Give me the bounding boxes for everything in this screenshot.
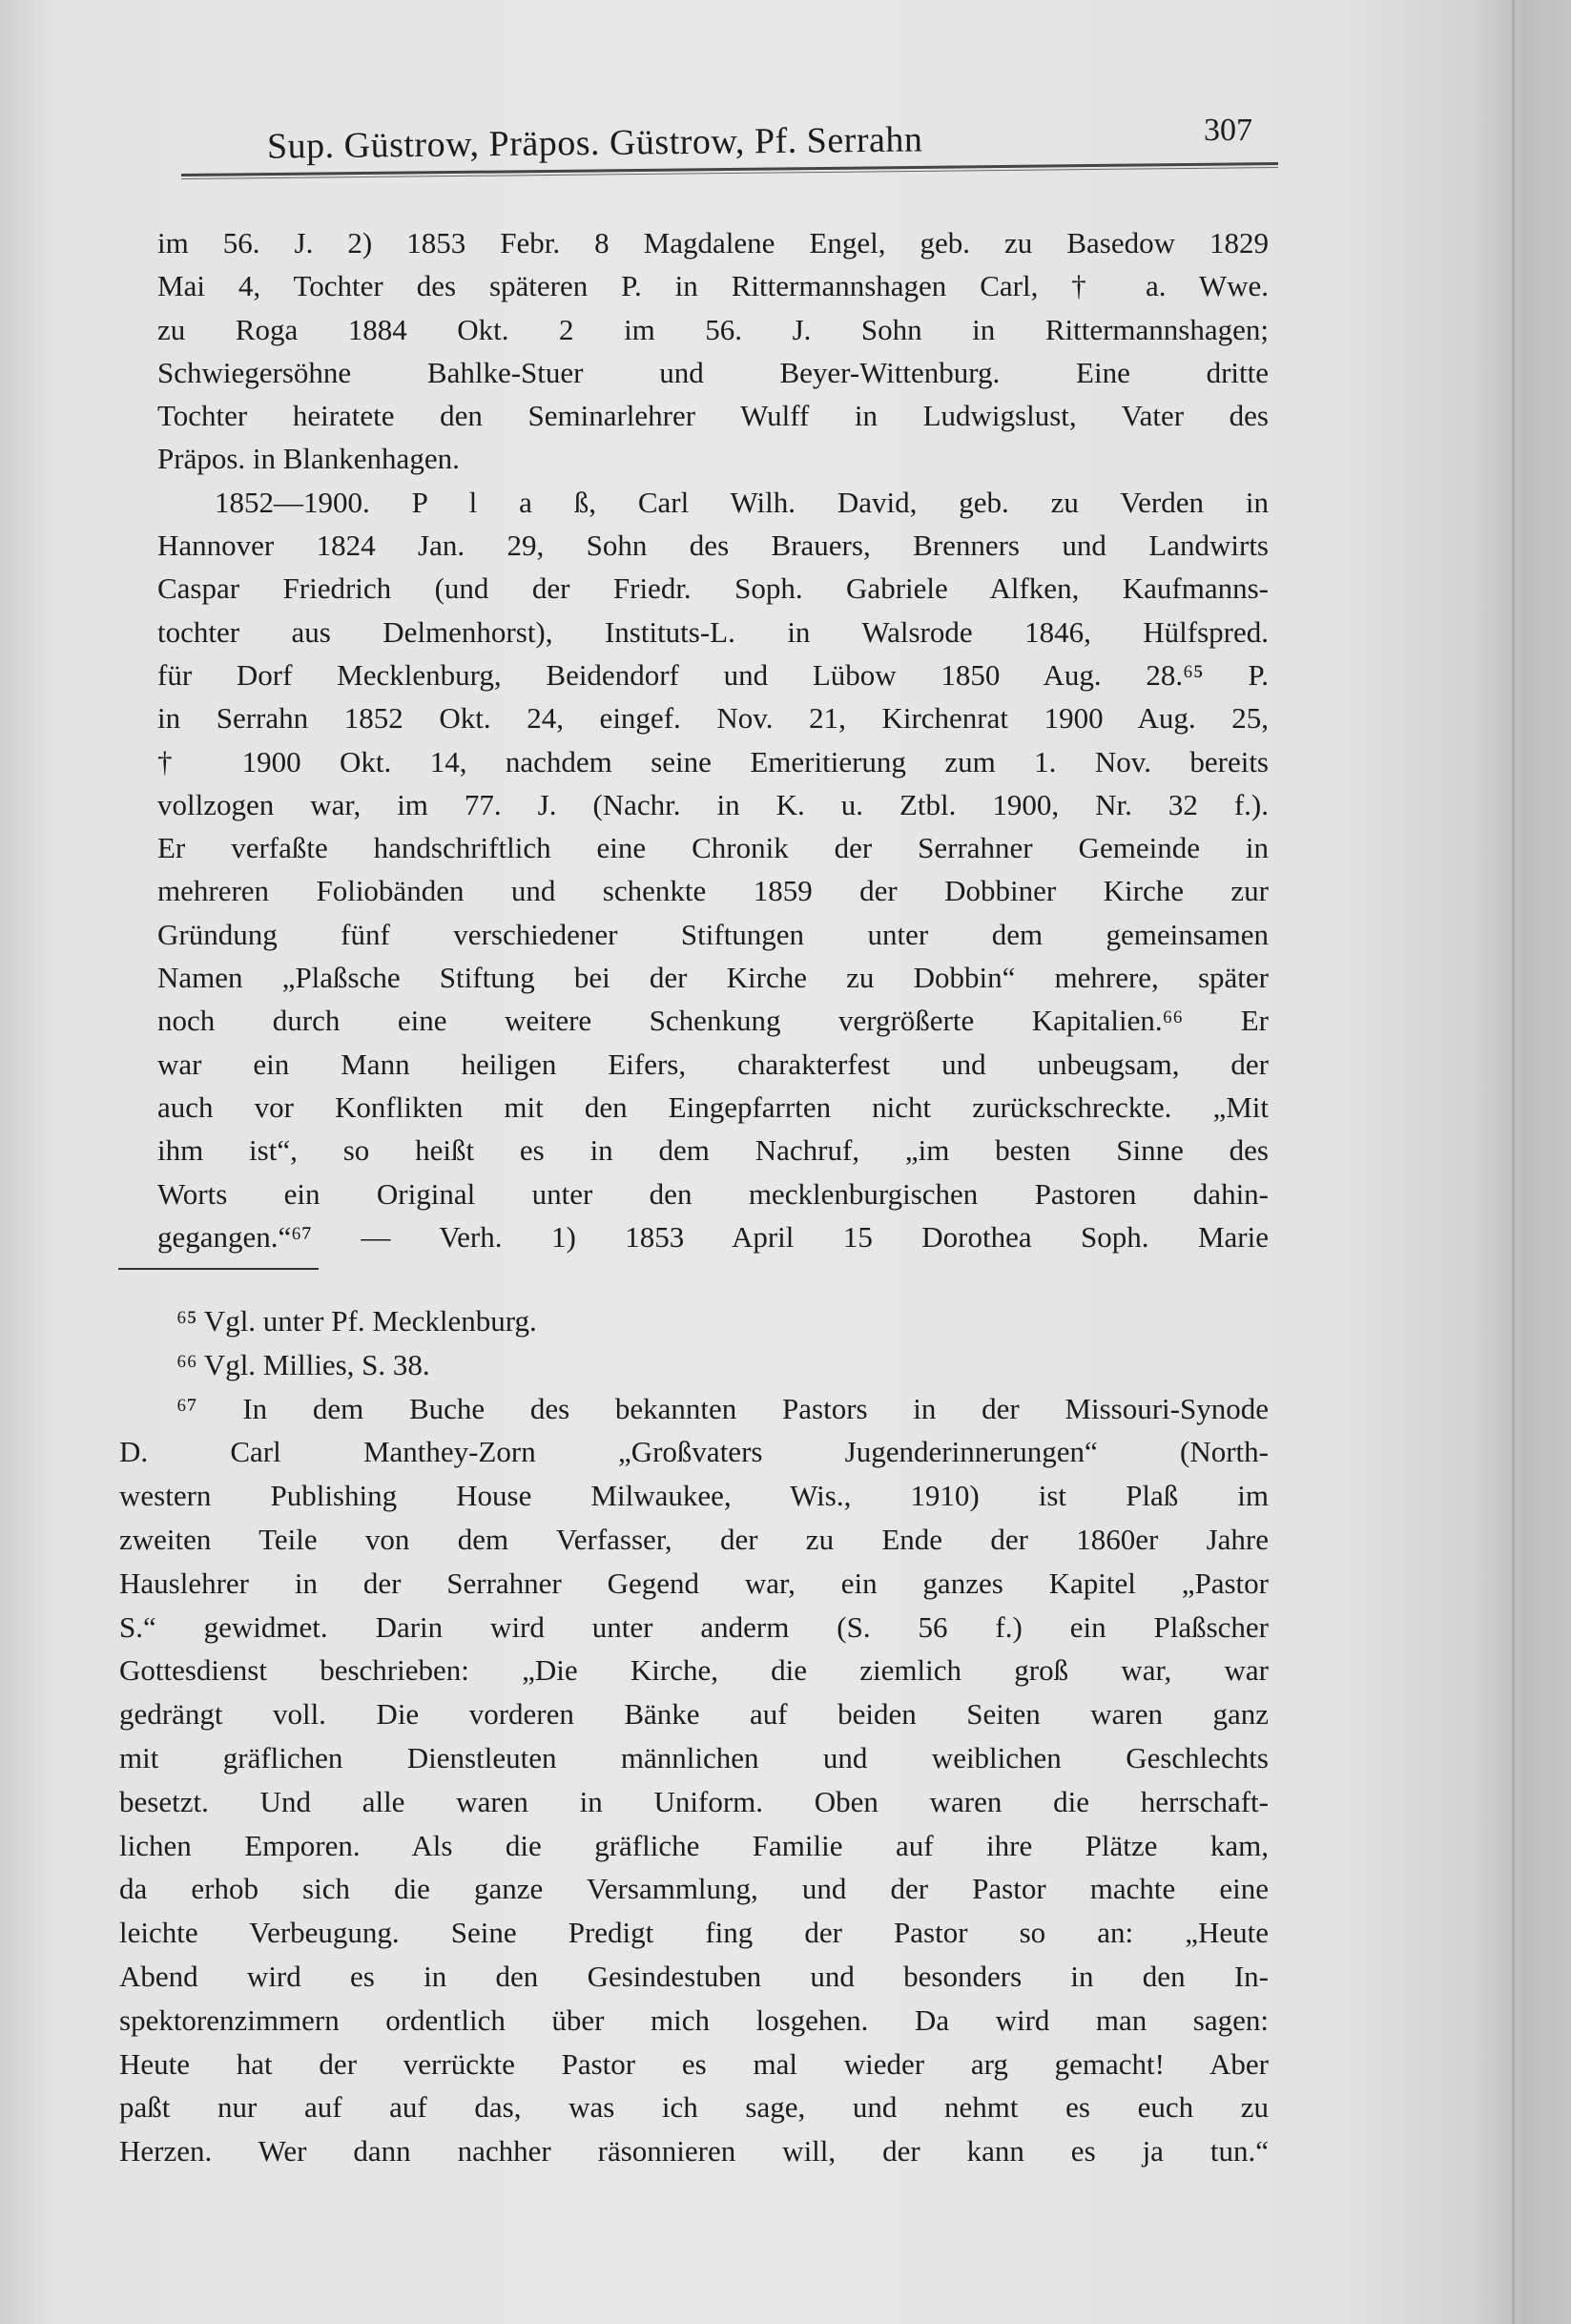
text-line: Caspar Friedrich (und der Friedr. Soph. Gabriele Alfken, Kaufmanns- bbox=[157, 571, 1269, 606]
running-header: Sup. Güstrow, Präpos. Güstrow, Pf. Serrahn bbox=[266, 119, 923, 167]
footnote-line: Hauslehrer in der Serrahner Gegend war, ein ganzes Kapitel „Pastor bbox=[119, 1566, 1269, 1600]
text-line: zu Roga 1884 Okt. 2 im 56. J. Sohn in Rittermannshagen; bbox=[157, 312, 1269, 346]
footnote-line: western Publishing House Milwaukee, Wis., 1910) ist Plaß im bbox=[119, 1479, 1269, 1513]
text-line: in Serrahn 1852 Okt. 24, eingef. Nov. 21, Kirchenrat 1900 Aug. 25, bbox=[157, 701, 1269, 736]
text-line: vollzogen war, im 77. J. (Nachr. in K. u. Ztbl. 1900, Nr. 32 f.). bbox=[157, 787, 1269, 821]
text-line: gegangen.“⁶⁷ — Verh. 1) 1853 April 15 Dorothea Soph. Marie bbox=[157, 1219, 1269, 1254]
footnote-line: mit gräflichen Dienstleuten männlichen und weiblichen Geschlechts bbox=[119, 1740, 1269, 1774]
text-line: tochter aus Delmenhorst), Instituts-L. in Walsrode 1846, Hülfspred. bbox=[157, 614, 1269, 649]
footnotes bbox=[119, 1299, 1269, 2173]
text-line: Gründung fünf verschiedener Stiftungen unter dem gemeinsamen bbox=[157, 917, 1269, 951]
footnote-line: da erhob sich die ganze Versammlung, und der Pastor machte eine bbox=[119, 1872, 1269, 1906]
footnote-line: S.“ gewidmet. Darin wird unter anderm (S. 56 f.) ein Plaßscher bbox=[119, 1609, 1269, 1644]
text-line: mehreren Foliobänden und schenkte 1859 der Dobbiner Kirche zur bbox=[157, 874, 1269, 908]
text-line: Schwiegersöhne Bahlke-Stuer und Beyer-Wittenburg. Eine dritte bbox=[157, 355, 1269, 389]
text-line: Worts ein Original unter den mecklenburgischen Pastoren dahin- bbox=[157, 1176, 1269, 1211]
footnote-line: ⁶⁶ Vgl. Millies, S. 38. bbox=[176, 1347, 430, 1381]
text-line: Tochter heiratete den Seminarlehrer Wulff in Ludwigslust, Vater des bbox=[157, 399, 1269, 433]
text-line: Präpos. in Blankenhagen. bbox=[157, 442, 460, 476]
footnote-line: lichen Emporen. Als die gräfliche Familie auf ihre Plätze kam, bbox=[119, 1828, 1269, 1862]
text-line: 1852—1900. P l a ß, Carl Wilh. David, geb. zu Verden in bbox=[215, 485, 1269, 519]
footnote-line: D. Carl Manthey-Zorn „Großvaters Jugenderinnerungen“ (North- bbox=[119, 1435, 1269, 1469]
footnote-line: Abend wird es in den Gesindestuben und besonders in den In- bbox=[119, 1959, 1269, 1993]
text-line: Namen „Plaßsche Stiftung bei der Kirche zu Dobbin“ mehrere, später bbox=[157, 961, 1269, 995]
main-text bbox=[157, 221, 1269, 1258]
footnote-line: leichte Verbeugung. Seine Predigt fing der Pastor so an: „Heute bbox=[119, 1916, 1269, 1950]
footnote-line: Herzen. Wer dann nachher räsonnieren will, der kann es ja tun.“ bbox=[119, 2134, 1269, 2168]
text-line: noch durch eine weitere Schenkung vergrößerte Kapitalien.⁶⁶ Er bbox=[157, 1004, 1269, 1038]
text-line: im 56. J. 2) 1853 Febr. 8 Magdalene Engel, geb. zu Basedow 1829 bbox=[157, 226, 1269, 259]
text-line: Er verfaßte handschriftlich eine Chronik der Serrahner Gemeinde in bbox=[157, 831, 1269, 865]
footnote-line: spektorenzimmern ordentlich über mich losgehen. Da wird man sagen: bbox=[119, 2002, 1269, 2037]
footnote-separator bbox=[118, 1268, 319, 1270]
text-line: Mai 4, Tochter des späteren P. in Rittermannshagen Carl, † a. Wwe. bbox=[157, 269, 1269, 303]
footnote-line: Gottesdienst beschrieben: „Die Kirche, die ziemlich groß war, war bbox=[119, 1653, 1269, 1688]
page-edge-shadow bbox=[1512, 0, 1515, 2324]
footnote-line: zweiten Teile von dem Verfasser, der zu Ende der 1860er Jahre bbox=[119, 1522, 1269, 1556]
footnote-line: ⁶⁵ Vgl. unter Pf. Mecklenburg. bbox=[176, 1304, 537, 1338]
footnote-line: besetzt. Und alle waren in Uniform. Oben waren die herrschaft- bbox=[119, 1784, 1269, 1818]
page-number: 307 bbox=[1204, 113, 1252, 148]
text-line: Hannover 1824 Jan. 29, Sohn des Brauers, Brenners und Landwirts bbox=[157, 529, 1269, 563]
footnote-line: Heute hat der verrückte Pastor es mal wieder arg gemacht! Aber bbox=[119, 2046, 1269, 2081]
text-line: ihm ist“, so heißt es in dem Nachruf, „im besten Sinne des bbox=[157, 1133, 1269, 1168]
text-line: war ein Mann heiligen Eifers, charakterfest und unbeugsam, der bbox=[157, 1047, 1269, 1081]
text-line: auch vor Konflikten mit den Eingepfarrten nicht zurückschreckte. „Mit bbox=[157, 1089, 1269, 1124]
footnote-line: ⁶⁷ In dem Buche des bekannten Pastors in der Missouri-Synode bbox=[176, 1391, 1269, 1425]
footnote-line: gedrängt voll. Die vorderen Bänke auf beiden Seiten waren ganz bbox=[119, 1697, 1269, 1732]
text-line: für Dorf Mecklenburg, Beidendorf und Lübow 1850 Aug. 28.⁶⁵ P. bbox=[157, 657, 1269, 692]
text-line: † 1900 Okt. 14, nachdem seine Emeritierung zum 1. Nov. bereits bbox=[157, 744, 1269, 778]
footnote-line: paßt nur auf auf das, was ich sage, und nehmt es euch zu bbox=[119, 2090, 1269, 2125]
